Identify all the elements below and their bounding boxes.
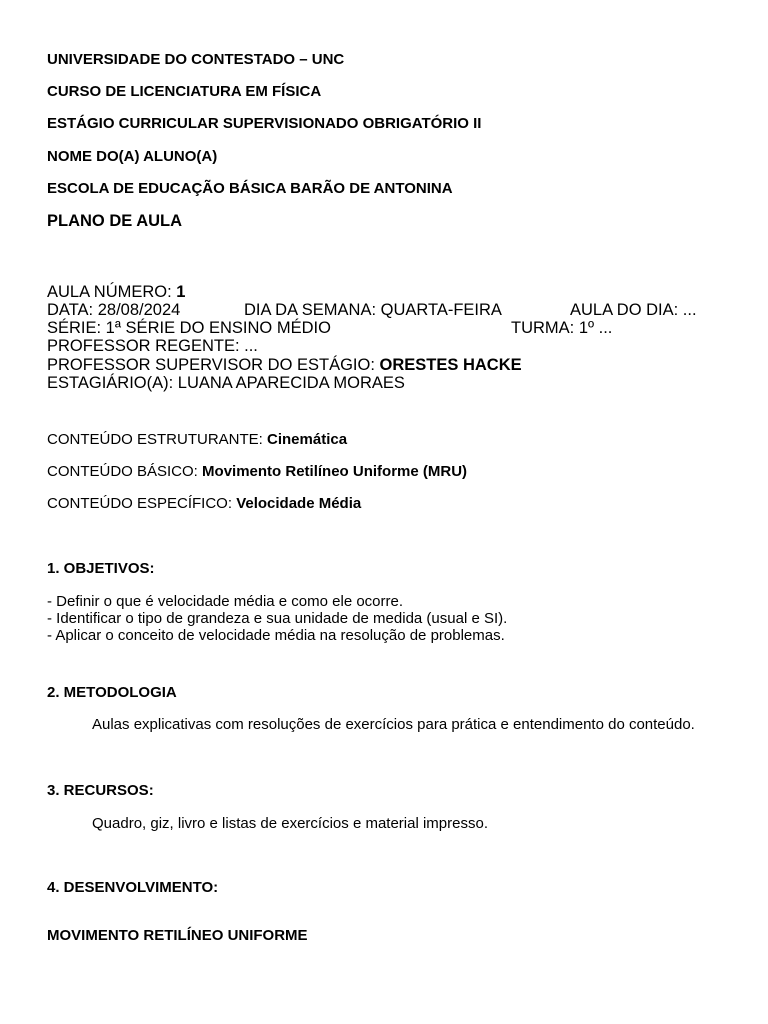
objective-item: - Aplicar o conceito de velocidade média na resolução de problemas. xyxy=(47,627,505,644)
school-name: ESCOLA DE EDUCAÇÃO BÁSICA BARÃO DE ANTONINA xyxy=(47,180,453,197)
basic-content xyxy=(47,463,467,481)
basic-content-value: Movimento Retilíneo Uniforme (MRU) xyxy=(202,463,468,480)
internship-title: ESTÁGIO CURRICULAR SUPERVISIONADO OBRIGATÓRIO II xyxy=(47,115,482,132)
structuring-content-value: Cinemática xyxy=(267,431,348,448)
lesson-grade: SÉRIE: 1ª SÉRIE DO ENSINO MÉDIO xyxy=(47,319,331,337)
university-name: UNIVERSIDADE DO CONTESTADO – UNC xyxy=(47,51,345,68)
methodology-text: Aulas explicativas com resoluções de exercícios para prática e entendimento do conteúdo. xyxy=(92,716,695,733)
methodology-heading: 2. METODOLOGIA xyxy=(47,684,177,701)
specific-content xyxy=(47,495,361,513)
intern-name: ESTAGIÁRIO(A): LUANA APARECIDA MORAES xyxy=(47,374,405,392)
supervisor-label: PROFESSOR SUPERVISOR DO ESTÁGIO: xyxy=(47,356,380,374)
objective-item: - Identificar o tipo de grandeza e sua unidade de medida (usual e SI). xyxy=(47,610,508,627)
basic-content-label: CONTEÚDO BÁSICO: xyxy=(47,463,203,480)
lesson-class: TURMA: 1º ... xyxy=(511,319,613,337)
resources-heading: 3. RECURSOS: xyxy=(47,782,154,799)
development-heading: 4. DESENVOLVIMENTO: xyxy=(47,879,219,896)
structuring-content xyxy=(47,431,347,449)
supervisor-teacher xyxy=(47,356,522,375)
structuring-content-label: CONTEÚDO ESTRUTURANTE: xyxy=(47,431,268,448)
supervisor-value: ORESTES HACKE xyxy=(379,356,522,374)
student-name: NOME DO(A) ALUNO(A) xyxy=(47,148,218,165)
lesson-number-value: 1 xyxy=(176,283,186,301)
course-name: CURSO DE LICENCIATURA EM FÍSICA xyxy=(47,83,322,100)
plan-title: PLANO DE AULA xyxy=(47,212,183,230)
specific-content-value: Velocidade Média xyxy=(236,495,362,512)
objectives-heading: 1. OBJETIVOS: xyxy=(47,560,155,577)
specific-content-label: CONTEÚDO ESPECÍFICO: xyxy=(47,495,237,512)
lesson-number-label: AULA NÚMERO: xyxy=(47,283,177,301)
development-subheading: MOVIMENTO RETILÍNEO UNIFORME xyxy=(47,927,308,944)
lesson-number xyxy=(47,283,185,302)
regent-teacher: PROFESSOR REGENTE: ... xyxy=(47,337,258,355)
lesson-of-day: AULA DO DIA: ... xyxy=(570,301,697,319)
objective-item: - Definir o que é velocidade média e como ele ocorre. xyxy=(47,593,404,610)
lesson-weekday: DIA DA SEMANA: QUARTA-FEIRA xyxy=(244,301,502,319)
resources-text: Quadro, giz, livro e listas de exercícios e material impresso. xyxy=(92,815,488,832)
lesson-date: DATA: 28/08/2024 xyxy=(47,301,181,319)
